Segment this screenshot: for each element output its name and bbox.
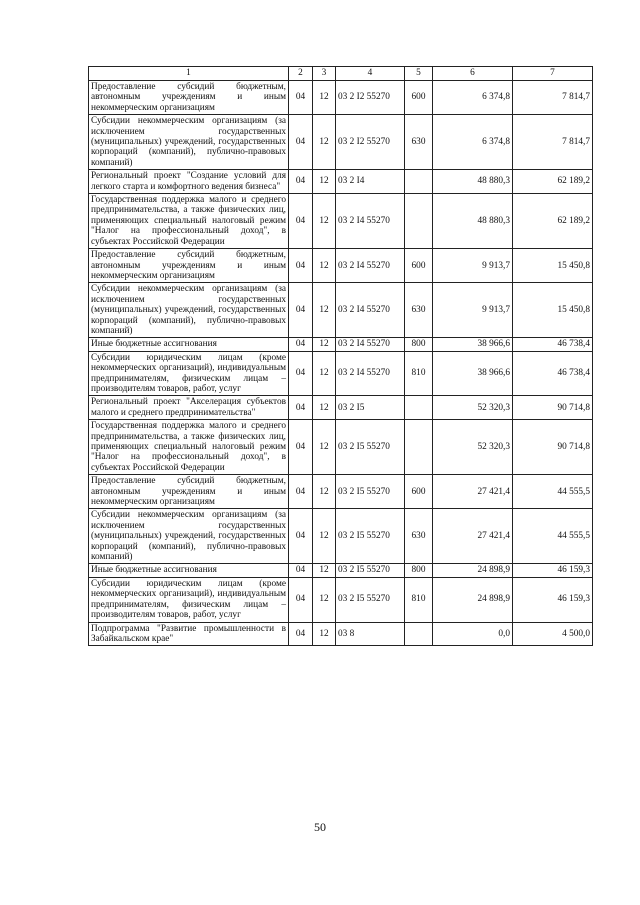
row-value-cell: 04	[289, 509, 313, 564]
row-value-cell: 12	[313, 509, 336, 564]
row-value-cell: 6 374,8	[433, 81, 513, 115]
row-value-cell: 52 320,3	[433, 420, 513, 475]
row-value-cell: 12	[313, 338, 336, 351]
row-value-cell: 15 450,8	[513, 283, 593, 338]
row-value-cell: 03 2 I4 55270	[336, 283, 405, 338]
table-row	[89, 338, 593, 351]
row-value-cell: 46 738,4	[513, 338, 593, 351]
row-value-cell: 600	[405, 475, 433, 509]
row-value-cell	[405, 622, 433, 646]
table-row	[89, 420, 593, 475]
row-value-cell: 04	[289, 283, 313, 338]
row-value-cell: 38 966,6	[433, 338, 513, 351]
row-value-cell: 03 2 I5 55270	[336, 564, 405, 577]
row-value-cell: 630	[405, 283, 433, 338]
row-value-cell: 04	[289, 170, 313, 194]
row-value-cell: 27 421,4	[433, 475, 513, 509]
col-header: 2	[289, 67, 313, 81]
row-value-cell: 630	[405, 509, 433, 564]
row-value-cell: 600	[405, 249, 433, 283]
row-value-cell: 04	[289, 351, 313, 396]
budget-table	[88, 66, 593, 646]
row-value-cell: 04	[289, 338, 313, 351]
row-value-cell: 03 2 I4 55270	[336, 351, 405, 396]
row-name-cell: Региональный проект "Акселерация субъектов малого и среднего предпринимательства"	[89, 396, 289, 420]
row-value-cell: 90 714,8	[513, 396, 593, 420]
table-row	[89, 475, 593, 509]
col-header: 4	[336, 67, 405, 81]
row-value-cell: 03 2 I2 55270	[336, 115, 405, 170]
row-value-cell: 800	[405, 338, 433, 351]
row-value-cell: 04	[289, 475, 313, 509]
row-value-cell: 03 2 I4 55270	[336, 338, 405, 351]
row-value-cell: 90 714,8	[513, 420, 593, 475]
row-name-cell: Подпрограмма "Развитие промышленности в Забайкальском крае"	[89, 622, 289, 646]
row-value-cell: 46 159,3	[513, 564, 593, 577]
row-value-cell: 630	[405, 115, 433, 170]
row-name-cell: Государственная поддержка малого и среднего предпринимательства, а также физических лиц, применяющих специальный налоговый режим "Налог на профессиональный доход", в субъектах Российской Федерации	[89, 194, 289, 249]
row-value-cell: 62 189,2	[513, 170, 593, 194]
row-name-cell: Региональный проект "Создание условий для легкого старта и комфортного ведения бизнеса"	[89, 170, 289, 194]
row-name-cell: Субсидии некоммерческим организациям (за исключением государственных (муниципальных) учреждений, государственных корпораций (компаний), публично-правовых компаний)	[89, 509, 289, 564]
row-value-cell: 27 421,4	[433, 509, 513, 564]
header-row	[89, 67, 593, 81]
col-header: 3	[313, 67, 336, 81]
row-name-cell: Предоставление субсидий бюджетным, автономным учреждениям и иным некоммерческим организациям	[89, 81, 289, 115]
table-row	[89, 170, 593, 194]
row-value-cell: 03 2 I4 55270	[336, 249, 405, 283]
row-value-cell: 48 880,3	[433, 170, 513, 194]
col-header: 5	[405, 67, 433, 81]
row-value-cell: 24 898,9	[433, 577, 513, 622]
row-value-cell: 4 500,0	[513, 622, 593, 646]
row-name-cell: Субсидии некоммерческим организациям (за исключением государственных (муниципальных) учреждений, государственных корпораций (компаний), публично-правовых компаний)	[89, 115, 289, 170]
row-value-cell: 12	[313, 475, 336, 509]
row-value-cell: 9 913,7	[433, 283, 513, 338]
row-value-cell: 03 2 I4 55270	[336, 194, 405, 249]
row-value-cell: 12	[313, 622, 336, 646]
row-value-cell: 04	[289, 396, 313, 420]
row-value-cell: 7 814,7	[513, 115, 593, 170]
row-value-cell: 52 320,3	[433, 396, 513, 420]
page-number: 50	[314, 820, 326, 834]
row-name-cell: Субсидии некоммерческим организациям (за исключением государственных (муниципальных) учреждений, государственных корпораций (компаний), публично-правовых компаний)	[89, 283, 289, 338]
row-value-cell: 03 2 I5 55270	[336, 475, 405, 509]
row-value-cell: 6 374,8	[433, 115, 513, 170]
row-value-cell: 04	[289, 577, 313, 622]
row-value-cell: 12	[313, 249, 336, 283]
row-value-cell: 03 8	[336, 622, 405, 646]
col-header: 1	[89, 67, 289, 81]
row-value-cell: 03 2 I5 55270	[336, 577, 405, 622]
row-value-cell: 12	[313, 420, 336, 475]
table-row	[89, 564, 593, 577]
row-value-cell: 12	[313, 283, 336, 338]
table-row	[89, 351, 593, 396]
table-row	[89, 249, 593, 283]
row-value-cell: 7 814,7	[513, 81, 593, 115]
table-row	[89, 577, 593, 622]
row-value-cell: 800	[405, 564, 433, 577]
row-value-cell: 24 898,9	[433, 564, 513, 577]
row-value-cell: 38 966,6	[433, 351, 513, 396]
row-value-cell: 48 880,3	[433, 194, 513, 249]
table-row	[89, 194, 593, 249]
row-value-cell: 12	[313, 351, 336, 396]
row-name-cell: Предоставление субсидий бюджетным, автономным учреждениям и иным некоммерческим организациям	[89, 249, 289, 283]
row-value-cell: 44 555,5	[513, 509, 593, 564]
row-value-cell	[405, 396, 433, 420]
row-value-cell: 810	[405, 577, 433, 622]
row-value-cell: 04	[289, 420, 313, 475]
row-value-cell: 46 159,3	[513, 577, 593, 622]
row-name-cell: Иные бюджетные ассигнования	[89, 338, 289, 351]
row-value-cell	[405, 420, 433, 475]
row-value-cell: 04	[289, 115, 313, 170]
row-value-cell: 9 913,7	[433, 249, 513, 283]
row-value-cell: 12	[313, 115, 336, 170]
row-value-cell	[405, 194, 433, 249]
row-value-cell: 03 2 I2 55270	[336, 81, 405, 115]
table-row	[89, 509, 593, 564]
row-value-cell: 12	[313, 81, 336, 115]
row-value-cell: 0,0	[433, 622, 513, 646]
row-name-cell: Иные бюджетные ассигнования	[89, 564, 289, 577]
row-value-cell: 44 555,5	[513, 475, 593, 509]
row-value-cell: 15 450,8	[513, 249, 593, 283]
row-value-cell: 03 2 I4	[336, 170, 405, 194]
col-header: 7	[513, 67, 593, 81]
row-value-cell: 12	[313, 564, 336, 577]
row-value-cell: 04	[289, 564, 313, 577]
row-value-cell: 03 2 I5	[336, 396, 405, 420]
row-value-cell: 04	[289, 249, 313, 283]
row-value-cell: 46 738,4	[513, 351, 593, 396]
row-value-cell: 600	[405, 81, 433, 115]
table-row	[89, 115, 593, 170]
row-value-cell: 810	[405, 351, 433, 396]
row-name-cell: Государственная поддержка малого и среднего предпринимательства, а также физических лиц, применяющих специальный налоговый режим "Налог на профессиональный доход", в субъектах Российской Федерации	[89, 420, 289, 475]
row-name-cell: Субсидии юридическим лицам (кроме некоммерческих организаций), индивидуальным предпринимателям, физическим лицам – производителям товаров, работ, услуг	[89, 351, 289, 396]
table-row	[89, 622, 593, 646]
row-value-cell: 04	[289, 622, 313, 646]
col-header: 6	[433, 67, 513, 81]
row-value-cell: 12	[313, 194, 336, 249]
table-row	[89, 396, 593, 420]
row-value-cell	[405, 170, 433, 194]
row-value-cell: 03 2 I5 55270	[336, 420, 405, 475]
row-value-cell: 04	[289, 81, 313, 115]
row-value-cell: 12	[313, 396, 336, 420]
row-name-cell: Предоставление субсидий бюджетным, автономным учреждениям и иным некоммерческим организациям	[89, 475, 289, 509]
row-name-cell: Субсидии юридическим лицам (кроме некоммерческих организаций), индивидуальным предпринимателям, физическим лицам – производителям товаров, работ, услуг	[89, 577, 289, 622]
table-row	[89, 283, 593, 338]
row-value-cell: 62 189,2	[513, 194, 593, 249]
row-value-cell: 03 2 I5 55270	[336, 509, 405, 564]
table-row	[89, 81, 593, 115]
row-value-cell: 12	[313, 170, 336, 194]
row-value-cell: 04	[289, 194, 313, 249]
row-value-cell: 12	[313, 577, 336, 622]
